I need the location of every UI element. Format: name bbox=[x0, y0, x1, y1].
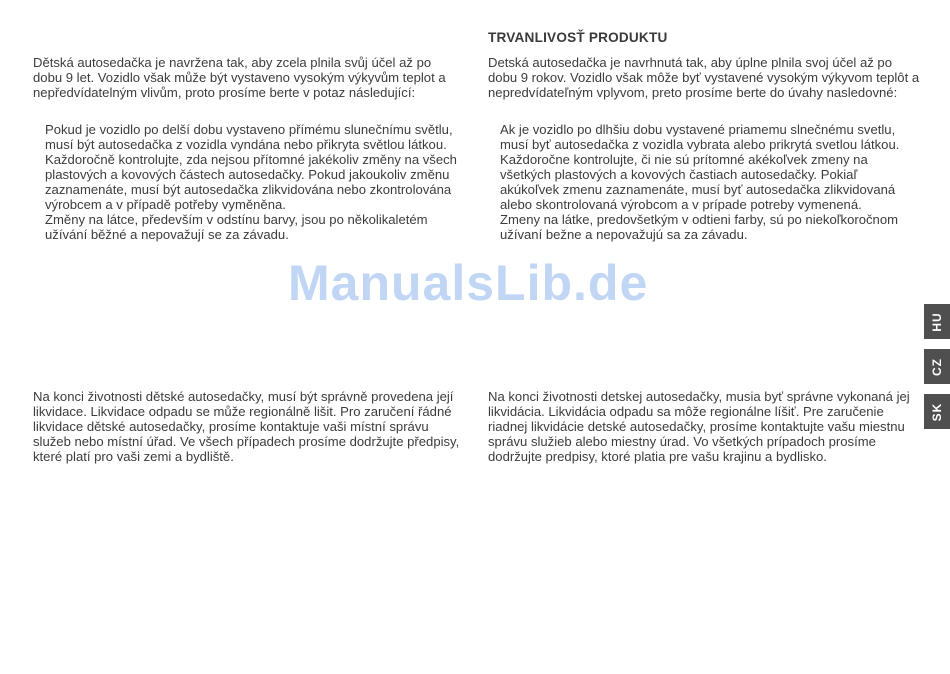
list-item: Každoročne kontrolujte, či nie sú prítomné akékoľvek zmeny na všetkých plastových a kovových častiach autosedačky. Pokiaľ akúkoľvek zmenu zaznamenáte, musí byť autosedačka zlikvidovaná alebo skontrolovaná výrobcom a v prípade potreby vymenená. bbox=[500, 152, 896, 212]
cz-intro-paragraph bbox=[33, 55, 463, 100]
cz-care-list bbox=[33, 122, 463, 242]
sk-intro-text: Detská autosedačka je navrhnutá tak, aby úplne plnila svoj účel až po dobu 9 rokov. Vozidlo však môže byť vystavené vysokým výkyvom teplôt a nepredvídateľným vplyvom, preto prosíme berte do úvahy nasledovné: bbox=[488, 55, 920, 100]
list-item: Ak je vozidlo po dlhšiu dobu vystavené priamemu slnečnému svetlu, musí byť autosedačka z vozidla vybrata alebo prikrytá svetlou látkou. bbox=[500, 122, 900, 152]
tab-sk[interactable] bbox=[924, 394, 950, 429]
cz-disposal-paragraph bbox=[33, 389, 463, 464]
sk-disposal-text: Na konci životnosti detskej autosedačky, musia byť správne vykonaná jej likvidácia. Likvidácia odpadu sa môže regionálne líšiť. Pre zaručenie riadnej likvidácie detské autosedačky, prosíme kontaktujte vašu miestnu správu služieb alebo miestny úrad. Vo všetkých prípadoch prosíme dodržujte predpisy, ktoré platia pre vašu krajinu a bydlisko. bbox=[488, 389, 910, 464]
sk-care-list bbox=[488, 122, 920, 242]
list-item: Pokud je vozidlo po delší dobu vystaveno přímému slunečnímu světlu, musí být autosedačka z vozidla vyndána nebo přikryta světlou látkou. bbox=[45, 122, 453, 152]
sk-disposal-paragraph bbox=[488, 389, 920, 464]
tab-cz-label: CZ bbox=[930, 357, 944, 376]
language-tabs bbox=[924, 304, 950, 439]
cz-intro-text: Dětská autosedačka je navržena tak, aby zcela plnila svůj účel až po dobu 9 let. Vozidlo však může být vystaveno vysokým výkyvům teplot a nepředvídatelným vlivům, proto prosíme berte v potaz následující: bbox=[33, 55, 446, 100]
tab-hu-label: HU bbox=[930, 311, 944, 332]
watermark: ManualsLib.de bbox=[288, 255, 649, 311]
tab-hu[interactable] bbox=[924, 304, 950, 339]
cz-disposal-text: Na konci životnosti dětské autosedačky, musí být správně provedena její likvidace. Likvidace odpadu se může regionálně lišit. Pro zaručení řádné likvidace dětské autosedačky, prosíme kontaktuje vaši místní správu služeb nebo místní úřad. Ve všech případech prosíme dodržujte předpisy, které platí pro vaši zemi a bydliště. bbox=[33, 389, 460, 464]
list-item: Zmeny na látke, predovšetkým v odtieni farby, sú po niekoľkoročnom užívaní bežne a nepovažujú sa za závadu. bbox=[500, 212, 899, 242]
list-item: Každoročně kontrolujte, zda nejsou přítomné jakékoliv změny na všech plastových a kovových částech autosedačky. Pokud jakoukoliv změnu zaznamenáte, musí být autosedačka zlikvidována nebo zkontrolována výrobcem a v případě potřeby vyměněna. bbox=[45, 152, 457, 212]
tab-sk-label: SK bbox=[930, 402, 944, 421]
tab-cz[interactable] bbox=[924, 349, 950, 384]
sk-section-title: TRVANLIVOSŤ PRODUKTU bbox=[488, 30, 668, 45]
list-item: Změny na látce, především v odstínu barvy, jsou po několikaletém užívání běžné a nepovažují se za závadu. bbox=[45, 212, 428, 242]
sk-intro-paragraph bbox=[488, 55, 920, 100]
